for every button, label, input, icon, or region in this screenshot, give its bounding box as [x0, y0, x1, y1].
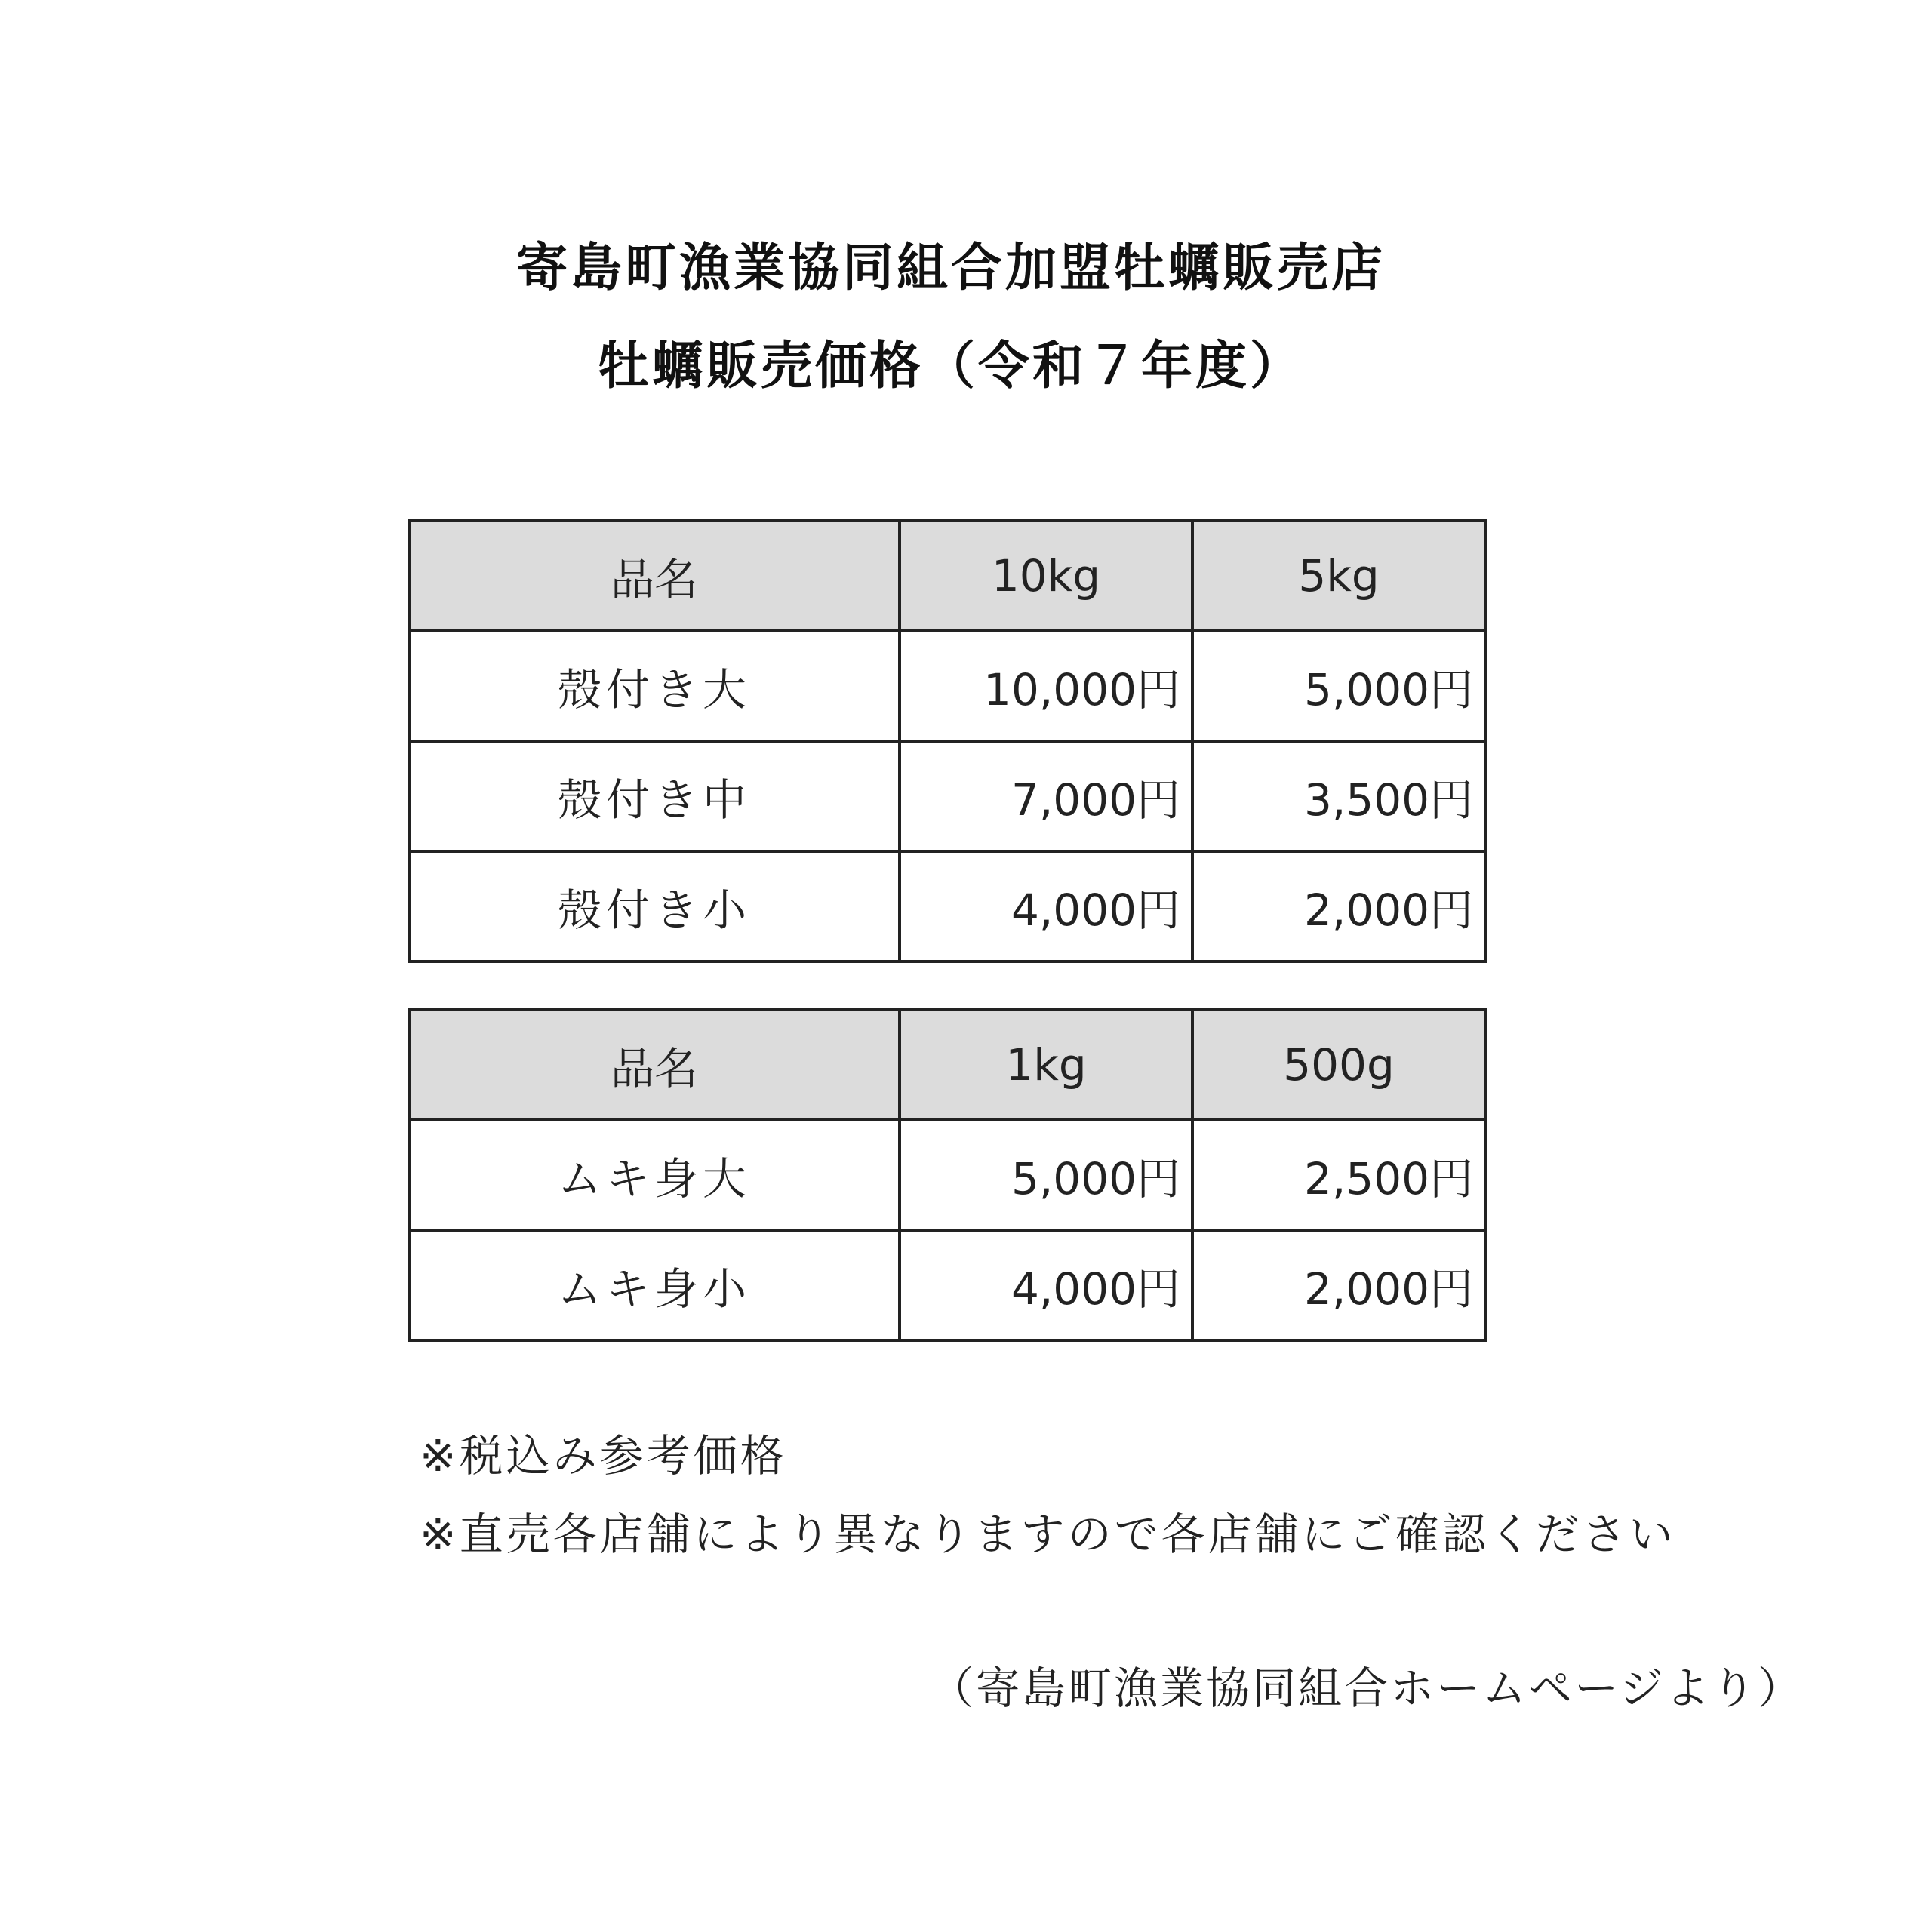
price-5kg: 5,000円 [1192, 631, 1485, 741]
price-500g: 2,500円 [1192, 1120, 1485, 1230]
column-header-name: 品名 [409, 1010, 900, 1120]
price-1kg: 4,000円 [900, 1230, 1192, 1340]
table-row [409, 1230, 1485, 1340]
price-1kg: 5,000円 [900, 1120, 1192, 1230]
column-header-name: 品名 [409, 521, 900, 631]
column-header-10kg: 10kg [900, 521, 1192, 631]
product-name: 殻付き中 [409, 741, 900, 851]
shell-oyster-price-table [408, 519, 1487, 963]
page-title: 寄島町漁業協同組合加盟牡蠣販売店 [515, 238, 1386, 298]
product-name: ムキ身小 [409, 1230, 900, 1340]
product-name: 殻付き大 [409, 631, 900, 741]
table-row [409, 851, 1485, 961]
column-header-5kg: 5kg [1192, 521, 1485, 631]
price-5kg: 3,500円 [1192, 741, 1485, 851]
table-row [409, 631, 1485, 741]
page-subtitle: 牡蠣販売価格（令和７年度） [597, 337, 1304, 396]
tax-note: ※税込み参考価格 [420, 1430, 787, 1481]
table-row [409, 741, 1485, 851]
price-10kg: 10,000円 [900, 631, 1192, 741]
price-5kg: 2,000円 [1192, 851, 1485, 961]
table-row [409, 1120, 1485, 1230]
price-10kg: 7,000円 [900, 741, 1192, 851]
column-header-500g: 500g [1192, 1010, 1485, 1120]
price-500g: 2,000円 [1192, 1230, 1485, 1340]
column-header-1kg: 1kg [900, 1010, 1192, 1120]
source-credit: （寄島町漁業協同組合ホームページより） [930, 1663, 1804, 1714]
table-header-row [409, 521, 1485, 631]
store-note: ※直売各店舗により異なりますので各店舗にご確認ください [420, 1509, 1676, 1560]
product-name: 殻付き小 [409, 851, 900, 961]
price-10kg: 4,000円 [900, 851, 1192, 961]
shucked-oyster-price-table [408, 1008, 1487, 1342]
product-name: ムキ身大 [409, 1120, 900, 1230]
table-header-row [409, 1010, 1485, 1120]
